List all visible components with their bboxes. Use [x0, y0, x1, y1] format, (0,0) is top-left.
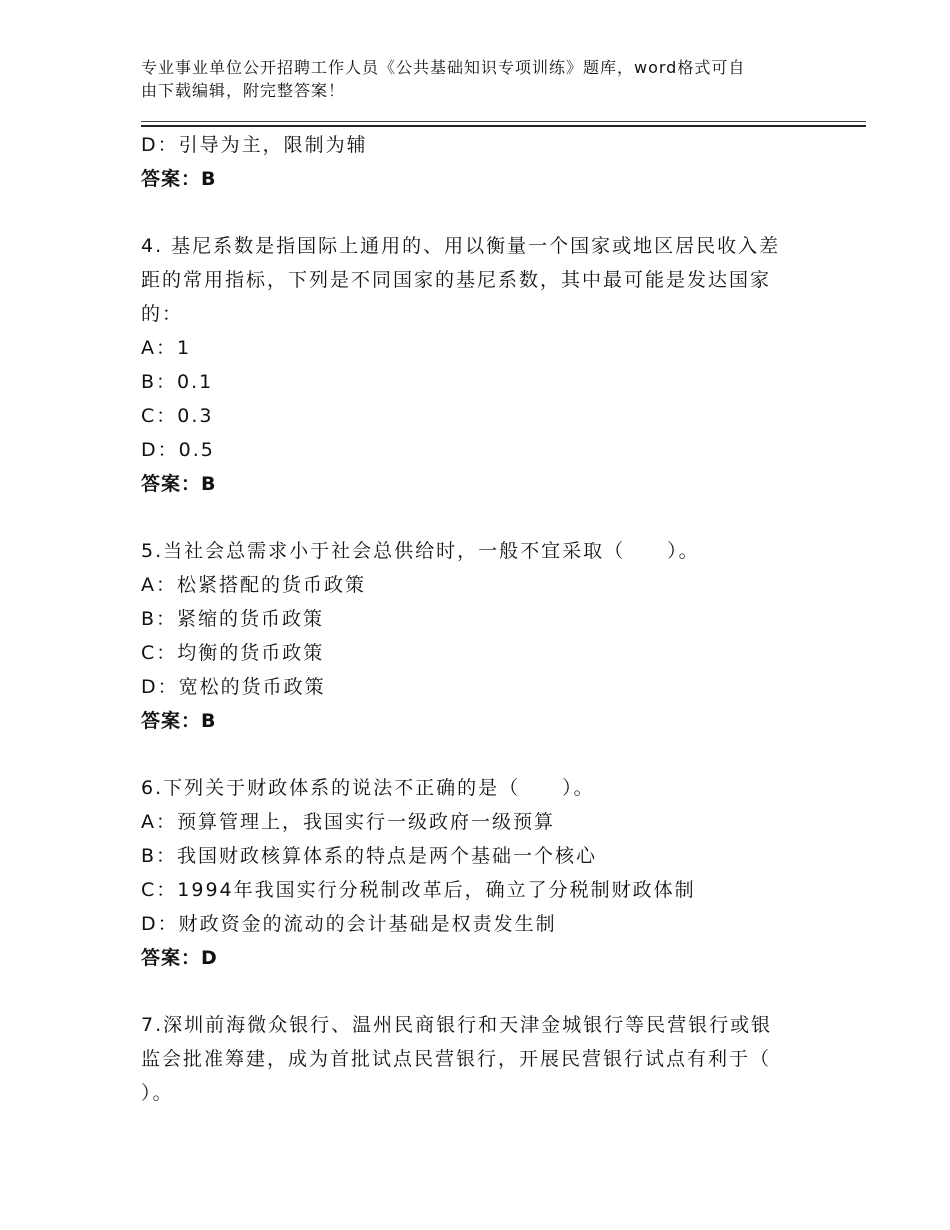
- q6-option-d: D：财政资金的流动的会计基础是权责发生制: [141, 913, 557, 935]
- q4-option-a: A：1: [141, 337, 192, 359]
- q7-stem-line-1: 7.深圳前海微众银行、温州民商银行和天津金城银行等民营银行或银: [141, 1014, 773, 1036]
- q4-stem-line-1: 4. 基尼系数是指国际上通用的、用以衡量一个国家或地区居民收入差: [141, 235, 781, 257]
- question-content: [141, 128, 821, 1110]
- page-header: [141, 56, 811, 102]
- q6-answer: 答案：D: [141, 947, 218, 969]
- q7-stem-line-3: ）。: [141, 1082, 174, 1104]
- q4-stem-line-3: 的：: [141, 303, 184, 325]
- header-line-1: 专业事业单位公开招聘工作人员《公共基础知识专项训练》题库，word格式可自: [141, 58, 746, 77]
- q5-option-b: B：紧缩的货币政策: [141, 608, 325, 630]
- q4-option-d: D：0.5: [141, 439, 215, 461]
- q4-option-c: C：0.3: [141, 405, 214, 427]
- q6-option-b: B：我国财政核算体系的特点是两个基础一个核心: [141, 845, 598, 867]
- q5-stem: 5.当社会总需求小于社会总供给时，一般不宜采取（ ）。: [141, 540, 700, 562]
- q6-option-c: C：1994年我国实行分税制改革后，确立了分税制财政体制: [141, 879, 696, 901]
- q5-option-a: A：松紧搭配的货币政策: [141, 574, 366, 596]
- q6-stem: 6.下列关于财政体系的说法不正确的是（ ）。: [141, 777, 595, 799]
- q5-answer: 答案：B: [141, 710, 217, 732]
- header-line-2: 由下载编辑，附完整答案！: [141, 81, 346, 100]
- q3-answer: 答案：B: [141, 168, 217, 190]
- q4-answer: 答案：B: [141, 473, 217, 495]
- spacer: [141, 738, 821, 771]
- spacer: [141, 501, 821, 534]
- q5-option-d: D：宽松的货币政策: [141, 676, 326, 698]
- header-divider-thin: [141, 121, 866, 122]
- q5-option-c: C：均衡的货币政策: [141, 642, 325, 664]
- q4-option-b: B：0.1: [141, 371, 214, 393]
- q7-stem-line-2: 监会批准筹建，成为首批试点民营银行，开展民营银行试点有利于（: [141, 1048, 772, 1070]
- spacer: [141, 196, 821, 229]
- q3-option-d: D：引导为主，限制为辅: [141, 134, 368, 156]
- q6-option-a: A：预算管理上，我国实行一级政府一级预算: [141, 811, 555, 833]
- header-divider-thick: [141, 125, 866, 127]
- q4-stem-line-2: 距的常用指标，下列是不同国家的基尼系数，其中最可能是发达国家: [141, 269, 772, 291]
- spacer: [141, 975, 821, 1008]
